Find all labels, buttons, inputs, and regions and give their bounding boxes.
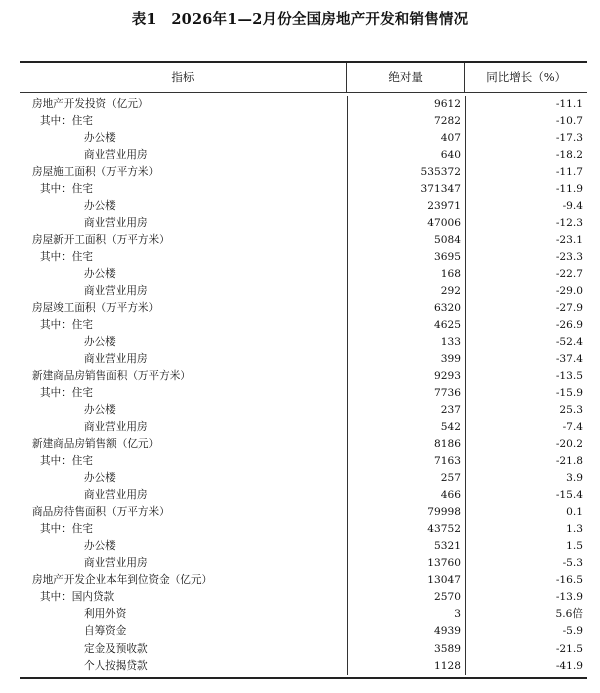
row-label: 办公楼 [84,132,116,145]
row-growth-value: -20.2 [465,436,587,453]
table-row [20,249,587,266]
row-label: 其中：住宅 [40,319,93,332]
row-label: 商业营业用房 [84,149,148,162]
table-row [20,147,587,164]
row-label: 房地产开发投资（亿元） [32,98,149,110]
row-growth-value: -5.3 [465,555,587,572]
row-growth-value: -17.3 [465,130,587,147]
row-absolute-value: 5321 [347,538,465,555]
row-absolute-value: 407 [347,130,465,147]
row-absolute-value: 13760 [347,555,465,572]
row-label: 其中：住宅 [40,251,93,264]
header-indicator: 指标 [171,70,195,84]
row-growth-value: -11.9 [465,181,587,198]
row-growth-value: -41.9 [465,658,587,675]
row-absolute-value: 4939 [347,623,465,640]
row-absolute-value: 237 [347,402,465,419]
row-absolute-value: 6320 [347,300,465,317]
row-absolute-value: 7282 [347,113,465,130]
row-growth-value: 3.9 [465,470,587,487]
table-row [20,181,587,198]
table-row [20,198,587,215]
row-absolute-value: 23971 [347,198,465,215]
data-table [20,61,587,679]
row-label: 其中：国内贷款 [40,591,115,604]
table-row [20,402,587,419]
row-label: 商业营业用房 [84,489,148,502]
row-growth-value: -16.5 [465,572,587,589]
row-label: 定金及预收款 [84,642,148,655]
row-growth-value: -13.9 [465,589,587,606]
row-growth-value: -23.3 [465,249,587,266]
row-absolute-value: 535372 [347,164,465,181]
table-row [20,623,587,640]
row-label: 其中：住宅 [40,455,93,468]
row-absolute-value: 399 [347,351,465,368]
table-row [20,419,587,436]
table-row [20,317,587,334]
table-row [20,385,587,402]
row-growth-value: -9.4 [465,198,587,215]
row-growth-value: 1.3 [465,521,587,538]
row-absolute-value: 47006 [347,215,465,232]
table-header [20,63,587,93]
row-growth-value: 5.6倍 [465,606,587,623]
table-row [20,641,587,658]
row-label: 商品房待售面积（万平方米） [32,506,170,519]
row-absolute-value: 3695 [347,249,465,266]
table-row [20,504,587,521]
header-growth: 同比增长（%） [464,63,587,92]
row-label: 房地产开发企业本年到位资金（亿元） [32,574,213,587]
page-title: 表1 2026年1—2月份全国房地产开发和销售情况 [131,11,469,28]
table-row [20,453,587,470]
table-row [20,351,587,368]
row-label: 房屋施工面积（万平方米） [32,166,160,179]
row-absolute-value: 43752 [347,521,465,538]
table-row [20,572,587,589]
row-label: 房屋竣工面积（万平方米） [32,302,160,315]
table-row [20,283,587,300]
row-label: 办公楼 [84,472,116,485]
table-row [20,232,587,249]
row-absolute-value: 292 [347,283,465,300]
row-growth-value: -11.1 [465,96,587,113]
row-label: 房屋新开工面积（万平方米） [32,234,170,247]
header-absolute: 绝对量 [346,63,465,92]
table-row [20,521,587,538]
row-absolute-value: 3 [347,606,465,623]
row-label: 新建商品房销售面积（万平方米） [32,370,191,383]
table-row [20,266,587,283]
row-label: 办公楼 [84,336,116,349]
row-growth-value: -21.8 [465,453,587,470]
row-label: 其中：住宅 [40,183,93,196]
row-absolute-value: 133 [347,334,465,351]
table-body [20,93,587,677]
table-row [20,130,587,147]
row-absolute-value: 7736 [347,385,465,402]
table-row [20,96,587,113]
table-row [20,555,587,572]
row-absolute-value: 8186 [347,436,465,453]
row-absolute-value: 1128 [347,658,465,675]
row-growth-value: -52.4 [465,334,587,351]
row-label: 商业营业用房 [84,285,148,298]
row-growth-value: -7.4 [465,419,587,436]
row-absolute-value: 7163 [347,453,465,470]
row-absolute-value: 542 [347,419,465,436]
table-row [20,487,587,504]
table-row [20,300,587,317]
row-growth-value: -10.7 [465,113,587,130]
row-label: 个人按揭贷款 [84,659,148,672]
table-row [20,589,587,606]
row-absolute-value: 9612 [347,96,465,113]
row-growth-value: 0.1 [465,504,587,521]
row-growth-value: 25.3 [465,402,587,419]
table-row [20,113,587,130]
row-label: 其中：住宅 [40,115,93,128]
row-growth-value: -15.9 [465,385,587,402]
row-absolute-value: 4625 [347,317,465,334]
row-absolute-value: 79998 [347,504,465,521]
row-absolute-value: 13047 [347,572,465,589]
row-label: 利用外资 [84,608,127,621]
row-absolute-value: 168 [347,266,465,283]
row-growth-value: -13.5 [465,368,587,385]
row-absolute-value: 9293 [347,368,465,385]
row-absolute-value: 371347 [347,181,465,198]
row-label: 自筹资金 [84,625,127,638]
row-label: 新建商品房销售额（亿元） [32,438,160,451]
row-growth-value: -15.4 [465,487,587,504]
row-absolute-value: 3589 [347,641,465,658]
row-label: 其中：住宅 [40,387,93,400]
row-growth-value: -21.5 [465,641,587,658]
row-label: 办公楼 [84,404,116,417]
row-label: 商业营业用房 [84,217,148,230]
row-label: 办公楼 [84,268,116,281]
table-row [20,368,587,385]
row-label: 办公楼 [84,540,116,553]
row-absolute-value: 257 [347,470,465,487]
row-growth-value: -23.1 [465,232,587,249]
row-growth-value: -12.3 [465,215,587,232]
row-growth-value: -37.4 [465,351,587,368]
row-absolute-value: 466 [347,487,465,504]
row-absolute-value: 640 [347,147,465,164]
table-row [20,658,587,675]
row-growth-value: 1.5 [465,538,587,555]
row-growth-value: -11.7 [465,164,587,181]
row-growth-value: -22.7 [465,266,587,283]
table-row [20,334,587,351]
table-row [20,470,587,487]
table-row [20,606,587,623]
row-growth-value: -5.9 [465,623,587,640]
row-label: 办公楼 [84,200,116,213]
table-row [20,538,587,555]
row-growth-value: -26.9 [465,317,587,334]
row-label: 商业营业用房 [84,353,148,366]
row-growth-value: -27.9 [465,300,587,317]
row-label: 其中：住宅 [40,523,93,536]
row-growth-value: -18.2 [465,147,587,164]
row-growth-value: -29.0 [465,283,587,300]
row-label: 商业营业用房 [84,557,148,570]
table-row [20,215,587,232]
row-absolute-value: 2570 [347,589,465,606]
row-absolute-value: 5084 [347,232,465,249]
table-row [20,436,587,453]
row-label: 商业营业用房 [84,421,148,434]
table-row [20,164,587,181]
